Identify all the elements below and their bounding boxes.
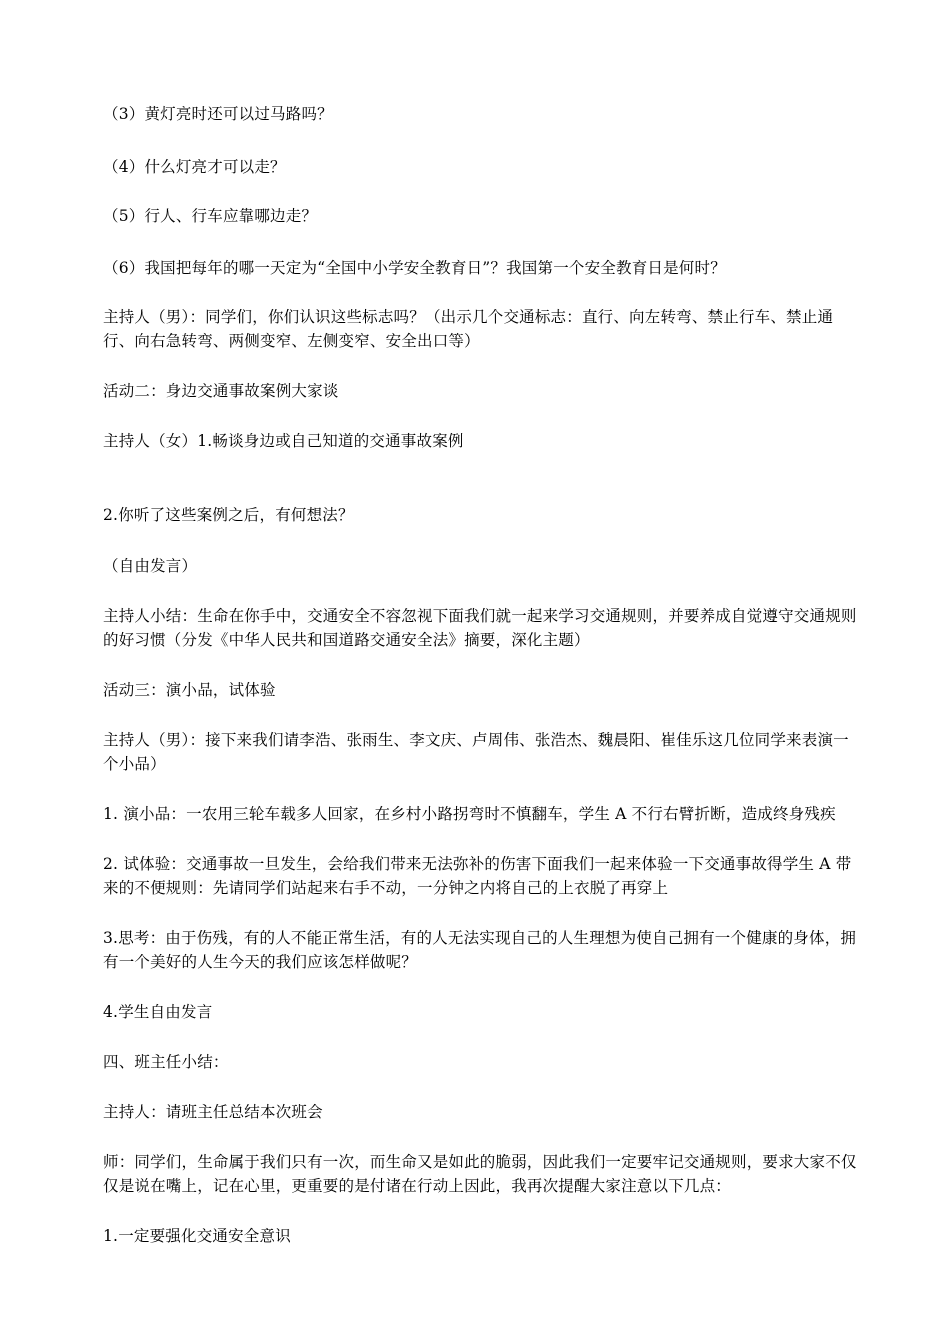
question-3: （3）黄灯亮时还可以过马路吗？ [103, 105, 333, 123]
speech-item-4: 4.学生自由发言 [103, 1003, 213, 1021]
section-four-heading: 四、班主任小结： [103, 1053, 229, 1071]
host-summary: 主持人小结：生命在你手中，交通安全不容忽视下面我们就一起来学习交通规则，并要养成自觉遵守交通规则的好习惯（分发《中华人民共和国道路交通安全法》摘要，深化主题） [103, 607, 857, 649]
host-male-signs: 主持人（男）：同学们，你们认识这些标志吗？（出示几个交通标志：直行、向左转弯、禁止行车、禁止通行、向右急转弯、两侧变窄、左侧变窄、安全出口等） [103, 308, 834, 350]
question-thoughts: 2.你听了这些案例之后，有何想法？ [103, 506, 354, 524]
activity-three-heading: 活动三：演小品，试体验 [103, 681, 276, 699]
reflection-item-3: 3.思考：由于伤残，有的人不能正常生活，有的人无法实现自己的人生理想为使自己拥有一个健康的身体，拥有一个美好的人生今天的我们应该怎样做呢？ [103, 929, 857, 971]
question-6: （6）我国把每年的哪一天定为“全国中小学安全教育日”？我国第一个安全教育日是何时？ [103, 259, 726, 277]
skit-item-1: 1. 演小品：一农用三轮车载多人回家，在乡村小路拐弯时不慎翻车，学生 A 不行右臂折断，造成终身残疾 [103, 805, 836, 823]
host-male-skit: 主持人（男）：接下来我们请李浩、张雨生、李文庆、卢周伟、张浩杰、魏晨阳、崔佳乐这几位同学来表演一个小品） [103, 731, 849, 773]
host-teacher-summary: 主持人：请班主任总结本次班会 [103, 1103, 323, 1121]
free-speech-note: （自由发言） [103, 557, 198, 575]
point-1: 1.一定要强化交通安全意识 [103, 1227, 291, 1245]
question-5: （5）行人、行车应靠哪边走？ [103, 207, 318, 225]
teacher-remarks: 师：同学们，生命属于我们只有一次，而生命又是如此的脆弱，因此我们一定要牢记交通规则，要求大家不仅仅是说在嘴上，记在心里，更重要的是付诸在行动上因此，我再次提醒大家注意以下几点： [103, 1153, 857, 1195]
activity-two-heading: 活动二：身边交通事故案例大家谈 [103, 382, 339, 400]
question-4: （4）什么灯亮才可以走？ [103, 158, 286, 176]
experience-item-2: 2. 试体验：交通事故一旦发生，会给我们带来无法弥补的伤害下面我们一起来体验一下交通事故得学生 A 带来的不便规则：先请同学们站起来右手不动，一分钟之内将自己的上衣脱了再穿上 [103, 855, 852, 897]
host-female-cases: 主持人（女）1.畅谈身边或自己知道的交通事故案例 [103, 432, 464, 450]
